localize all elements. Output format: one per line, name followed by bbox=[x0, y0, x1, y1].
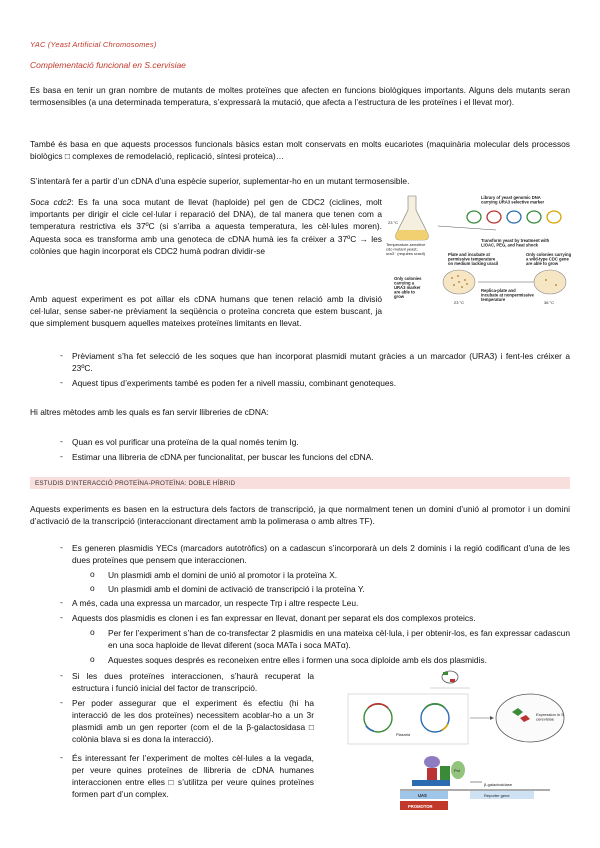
temp-36-label: 36 °C bbox=[544, 300, 555, 305]
activation-domain-icon bbox=[424, 756, 440, 768]
mutant-label: Temperature-sensitive cdc-mutant yeast; ura3⁻ (requires uracil) bbox=[386, 242, 426, 256]
list1-item: Aquest tipus d’experiments també es poden fer a nivell massiu, combinant genoteques. bbox=[72, 378, 397, 388]
binding-domain-icon bbox=[412, 780, 450, 786]
expression-label: Expression in S. cerevisiae bbox=[536, 712, 565, 722]
uas-label: UAS bbox=[418, 793, 427, 798]
only-wt-label: Only colonies carrying a wild-type CDC gene are able to grow bbox=[526, 252, 572, 266]
list4-item: Per poder assegurar que el experiment és efectiu (hi ha interacció de les dos proteïnes) necessitem acoblar-ho a un 3r plasmidi amb un gen reporter (com el de la β-galactosidasa □ colònia blava si es dona la interacció). bbox=[72, 698, 314, 744]
plate-label: Plate and incubate at permissive temperature on medium lacking uracil bbox=[448, 252, 499, 266]
section-title: YAC (Yeast Artificial Chromosomes) bbox=[30, 40, 157, 49]
svg-text:Pol: Pol bbox=[454, 768, 460, 773]
sublist-item: Un plasmidi amb el domini de unió al promotor i la proteïna X. bbox=[108, 570, 338, 580]
reporter-figure bbox=[400, 750, 550, 812]
bait-protein-icon bbox=[440, 766, 450, 780]
sublist-item: Per fer l’experiment s’han de co-transfectar 2 plasmidis en una mateixa cèl·lula, i per obtenir-los, es fan expressar cadascun en una soca haploide de llevat diferent (soca MATa i soca MATα). bbox=[108, 628, 570, 650]
list4-item: Si les dues proteïnes interaccionen, s’haurà recuperat la estructura i funció inicial del factor de transcripció. bbox=[72, 671, 314, 693]
promoter-label: PROMOTOR bbox=[408, 804, 433, 809]
two-hybrid-figure bbox=[330, 668, 580, 748]
list2-item: Estimar una llibreria de cDNA per funcionalitat, per buscar les funcions del cDNA. bbox=[72, 452, 374, 462]
only-colonies-label: Only colonies carrying a URA3 marker are able to grow bbox=[394, 276, 422, 299]
subsection-title: Complementació funcional en S.cervisiae bbox=[30, 60, 186, 70]
reporter-gene-label: Reporter gene bbox=[484, 793, 510, 798]
paragraph-7: Aquests experiments es basen en la estructura dels factors de transcripció, ja que normalment tenen un domini d’unió al promotor i un domini d’activació de la transcripció (interaccionant directament amb la polimerasa o amb altres TF). bbox=[30, 504, 570, 527]
library-label: Library of yeast genomic DNA carrying URA3 selective marker bbox=[481, 195, 545, 205]
replica-label: Replica-plate and incubate at nonpermissive temperature bbox=[481, 288, 534, 302]
temp-23b-label: 23 °C bbox=[454, 300, 465, 305]
transform-label: Transform yeast by treatment with LiOAC, PEG, and heat shock bbox=[481, 238, 550, 248]
paragraph-soca-cdc2: Soca cdc2: Es fa una soca mutant de llevat (haploide) pel gen de CDC2 (ciclines, molt importants per dirigir el cicle cel·lular i reparació del DNA), de tal manera que tenen com a temperatura restrictiva els 37ºC (si s’arriba a aquesta temperatura, les cèl·lules moren). Aquesta soca es transforma amb una genoteca de cDNA humà ies fa créixer a 37ºC → les colònies que hagin incorporat els CDC2 humà podran dividir-se bbox=[30, 197, 382, 256]
paragraph-2: També és basa en que aquests processos funcionals bàsics estan molt conservats en molts eucariotes (maquinària molecular dels processos biològics □ complexes de remodelació, replicació, síntesi proteica)… bbox=[30, 139, 570, 162]
flask-culture bbox=[396, 230, 429, 240]
prey-protein-icon bbox=[427, 768, 437, 780]
paragraph-5: Amb aquest experiment es pot aïllar els cDNA humans que tenen relació amb la divisió cel·lular, sense saber-ne prèviament la seqüència o proteïna concreta que estem buscant, ja que simplement busquem aquelles mateixes proteïnes limitants en llevat. bbox=[30, 294, 382, 329]
sublist-item: Aquestes soques després es reconeixen entre elles i formen una soca diploide amb els dos plasmidis. bbox=[108, 655, 487, 665]
list4-item: És interessant fer l’experiment de moltes cèl·lules a la vegada, per veure quines proteïnes de llibreria de cDNA humanes interaccionen entre elles □ s’utilitza per veure quines proteïnes formen part d’un complex. bbox=[72, 753, 314, 799]
library-plasmids bbox=[467, 211, 561, 223]
sublist-item: Un plasmidi amb el domini de activació de transcripció i la proteïna Y. bbox=[108, 584, 365, 594]
petri-dish-36 bbox=[534, 270, 566, 294]
paragraph-3: S’intentarà fer a partir d’un cDNA d’una espècie superior, suplementar-ho en un mutant termosensible. bbox=[30, 176, 410, 186]
section-banner: ESTUDIS D’INTERACCIÓ PROTEÏNA-PROTEÏNA: DOBLE HÍBRID bbox=[30, 477, 570, 489]
document-page: YAC (Yeast Artificial Chromosomes) Complementació funcional en S.cervisiae Es basa en tenir un gran nombre de mutants de moltes proteïnes que afecten en funcions biològiques importants. Alguns dels mutants seran termosensibles (a una determinada temperatura, s’expressarà la mutació, que afecta a l’estructura de les proteïnes i el llevat mor). També és basa en que aquests processos funcionals bàsics estan molt conservats en molts eucariotes (maquinària molecular dels processos biològics □ complexes de remodelació, replicació, síntesi proteica)… S’intentarà fer a partir d’un cDNA d’una espècie superior, suplementar-ho en un mutant termosensible. Soca cdc2: Es fa una soca mutant de llevat (haploide) pel gen de CDC2 (ciclines, molt importants per dirigir el cicle cel·lular i reparació del DNA), de tal manera que tenen com a temperatura restrictiva els 37ºC (si s’arriba a aquesta temperatura, les cèl·lules moren). Aquesta soca es transforma amb una genoteca de cDNA humà ies fa créixer a 37ºC → les colònies que hagin incorporat els CDC2 humà podran dividir-se Amb aquest experiment es pot aïllar els cDNA humans que tenen relació amb la divisió cel·lular, sense saber-ne prèviament la seqüència o proteïna concreta que estem buscant, ja que simplement busquem aquelles mateixes proteïnes limitants en llevat. 23 °C Temperature-sensitive cdc-mutant yeast; ura3⁻ (requires uracil) Library of yeast genomic DNA carrying URA3 selective marker Transform yeast by treatment with LiOAC, PEG, and heat shock Plate and incubate at permissive temperature on medium lacking uracil 23 °C Only colonies carrying a URA3 marker are able to grow Replica-plate and incubate at nonpermissive temperature 36 °C Only colonies carrying a wild-type CDC gene are able to grow - Prèviament s’ha fet selecció de les soques que han incorporat plasmidi mutant gràcies a un marcador (URA3) i fent-les créixer a 23ºC. - Aquest tipus d’experiments també es poden fer a nivell massiu, combinant genoteques. Hi altres mètodes amb les quals es fan servir llibreries de cDNA: - Quan es vol purificar una proteïna de la qual només tenim Ig. - Estimar una llibreria de cDNA per funcionalitat, per buscar les funcions del cDNA. ESTUDIS D’INTERACCIÓ PROTEÏNA-PROTEÏNA: DOBLE HÍBRID Aquests experiments es basen en la estructura dels factors de transcripció, ja que normalment tenen un domini d’unió al promotor i un domini d’activació de la transcripció (interaccionant directament amb la polimerasa o amb altres TF). - Es generen plasmidis YECs (marcadors autotròfics) on a cadascun s’incorporarà un dels 2 dominis i la regió codificant d’una de les dues proteïnes que pensem que interaccionen. o Un plasmidi amb el domini de unió al promotor i la proteïna X. o Un plasmidi amb el domini de activació de transcripció i la proteïna Y. - A més, cada una expressa un marcador, un respecte Trp i altre respecte Leu. - Aquests dos plasmidis es clonen i es fan expressar en llevat, donant per separat els dos complexos proteics. o Per fer l’experiment s’han de co-transfectar 2 plasmidis en una mateixa cèl·lula, i per obtenir-los, es fan expressar cadascun en una soca haploide de llevat diferent (soca MATa i soca MATα). o Aquestes soques després es reconeixen entre elles i formen una soca diploide amb els dos plasmidis. - Si les dues proteïnes interaccionen, s’haurà recuperat la estructura i funció inicial del factor de transcripció. - Per poder assegurar que el experiment és efectiu (hi ha interacció de les dos proteïnes) necessitem acoblar-ho a un 3r plasmidi amb un gen reporter (com el de la β-galactosidasa □ colònia blava si es dona la interacció). - És interessant fer l’experiment de moltes cèl·lules a la vegada, per veure quines proteïnes de llibreria de cDNA humanes interaccionen entre elles □ s’utilitza per veure quines proteïnes formen part d’un complex. Plasmid Expression in S. cerevisiae Pol UAS Reporter gene β-galactosidase PROMOTOR bbox=[0, 0, 600, 848]
complementation-figure bbox=[386, 192, 576, 312]
temp-23-label: 23 °C bbox=[388, 220, 399, 225]
list3-item: Aquests dos plasmidis es clonen i es fan expressar en llevat, donant per separat els dos complexos proteics. bbox=[72, 613, 476, 623]
soca-cdc2-lead: Soca cdc2 bbox=[30, 197, 72, 207]
list3-item: A més, cada una expressa un marcador, un respecte Trp i altre respecte Leu. bbox=[72, 598, 359, 608]
paragraph-1: Es basa en tenir un gran nombre de mutants de moltes proteïnes que afecten en funcions biològiques importants. Alguns dels mutants seran termosensibles (a una determinada temperatura, s’expressarà la mutació, que afecta a l’estructura de les proteïnes i el llevat mor). bbox=[30, 85, 570, 108]
paragraph-6: Hi altres mètodes amb les quals es fan servir llibreries de cDNA: bbox=[30, 407, 269, 417]
list3-item: Es generen plasmidis YECs (marcadors autotròfics) on a cadascun s’incorporarà un dels 2 dominis i la regió codificant d’una de les dues proteïnes que pensem que interaccionen. bbox=[72, 543, 570, 565]
beta-gal-label: β-galactosidase bbox=[484, 782, 513, 787]
plasmid-label: Plasmid bbox=[396, 732, 411, 737]
list1-item: Prèviament s’ha fet selecció de les soques que han incorporat plasmidi mutant gràcies a un marcador (URA3) i fent-les créixer a 23ºC. bbox=[72, 351, 570, 373]
list2-item: Quan es vol purificar una proteïna de la qual només tenim Ig. bbox=[72, 437, 299, 447]
